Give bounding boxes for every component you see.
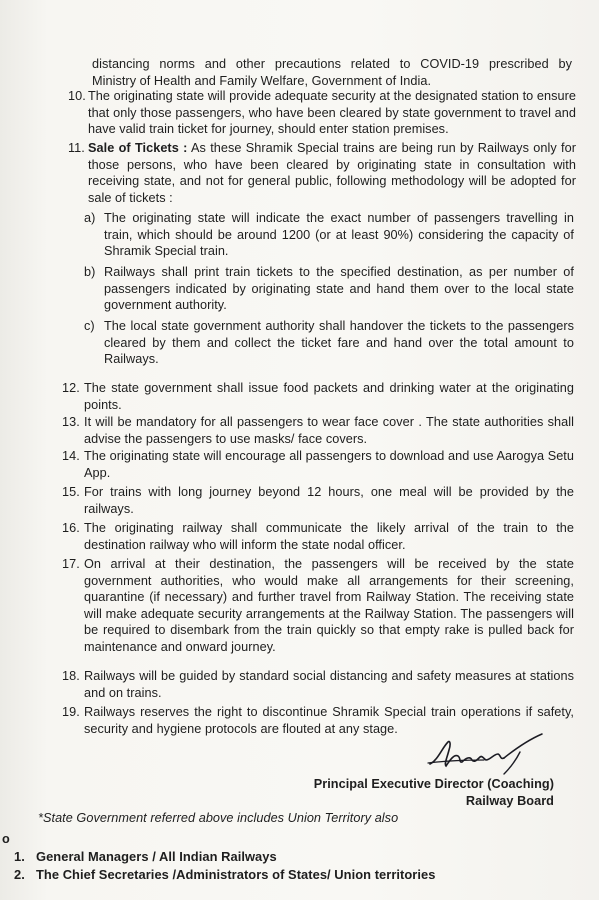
item-number: 18. [62, 669, 80, 683]
sub-item-letter: a) [84, 211, 96, 225]
item-text: For trains with long journey beyond 12 hours, one meal will be provided by the railways. [84, 485, 574, 516]
item-text: It will be mandatory for all passengers to wear face cover . The state authorities shall advise the passengers to use masks/ face covers. [84, 415, 574, 446]
item-number: 19. [62, 705, 80, 719]
item-text: The originating railway shall communicate the likely arrival of the train to the destination railway who will inform the state nodal officer. [84, 521, 574, 552]
sub-item-text: Railways shall print train tickets to the specified destination, as per number of passengers indicated by originating state and hand them over to the local state government authority. [104, 265, 574, 313]
footnote: *State Government referred above includes Union Territory also [38, 811, 399, 825]
item-text: The state government shall issue food packets and drinking water at the originating points. [84, 381, 574, 412]
distribution-item [14, 866, 454, 884]
item-number: 14. [62, 449, 80, 463]
distribution-text: The Chief Secretaries /Administrators of States/ Union territories [36, 867, 436, 882]
sub-item-letter: c) [84, 319, 95, 333]
item-number: 12. [62, 381, 80, 395]
signatory-designation: Principal Executive Director (Coaching) [313, 777, 554, 791]
signatory-office: Railway Board [465, 793, 554, 808]
sub-item-text: The local state government authority shall handover the tickets to the passengers cleared by them and collect the ticket fare and hand over the total amount to Railways. [104, 319, 574, 367]
to-marker: o [2, 832, 10, 846]
item-text: The originating state will provide adequate security at the designated station to ensure that only those passengers, who have been cleared by state government to travel and have valid train ticket for journey, should enter station premises. [88, 89, 576, 137]
item-text: As these Shramik Special trains are being run by Railways only for those persons, who have been cleared by originating state in consultation with receiving state, and not for general public, following methodology will be adopted for sale of tickets : [88, 141, 576, 205]
item-text: The originating state will encourage all passengers to download and use Aarogya Setu App. [84, 449, 574, 480]
distribution-number: 2. [14, 867, 25, 882]
item-text: Railways will be guided by standard social distancing and safety measures at stations and on trains. [84, 669, 574, 700]
item-text: Railways reserves the right to discontinue Shramik Special train operations if safety, security and hygiene protocols are flouted at any stage. [84, 705, 574, 736]
distribution-list [14, 848, 454, 884]
intro-continuation [92, 56, 572, 89]
item-number: 13. [62, 415, 80, 429]
handwritten-signature [424, 730, 554, 778]
distribution-number: 1. [14, 849, 25, 864]
intro-line-1: distancing norms and other precautions related to COVID-19 prescribed by [92, 57, 572, 71]
sub-item-letter: b) [84, 265, 96, 279]
item-number: 16. [62, 521, 80, 535]
signature-block [300, 776, 554, 809]
distribution-item [14, 848, 454, 866]
item-number: 15. [62, 485, 80, 499]
section-heading: Sale of Tickets : [88, 141, 188, 155]
intro-line-2: Ministry of Health and Family Welfare, Government of India. [92, 73, 432, 88]
item-number: 10. [68, 89, 86, 103]
sub-item-text: The originating state will indicate the exact number of passengers travelling in train, which should be around 1200 (or at least 90%) considering the capacity of Shramik Special train. [104, 211, 574, 259]
item-number: 11. [68, 141, 85, 155]
item-text: On arrival at their destination, the passengers will be received by the state government authorities, who would make all arrangements for their screening, quarantine (if necessary) and further travel from Railway Station. The receiving state will make adequate security arrangements at the Railway Station. The passengers will be required to disembark from the train quickly so that empty rake is pulled back for maintenance and onward journey. [84, 557, 574, 654]
item-text-wrapper [88, 140, 576, 206]
item-number: 17. [62, 557, 80, 571]
distribution-text: General Managers / All Indian Railways [36, 849, 277, 864]
